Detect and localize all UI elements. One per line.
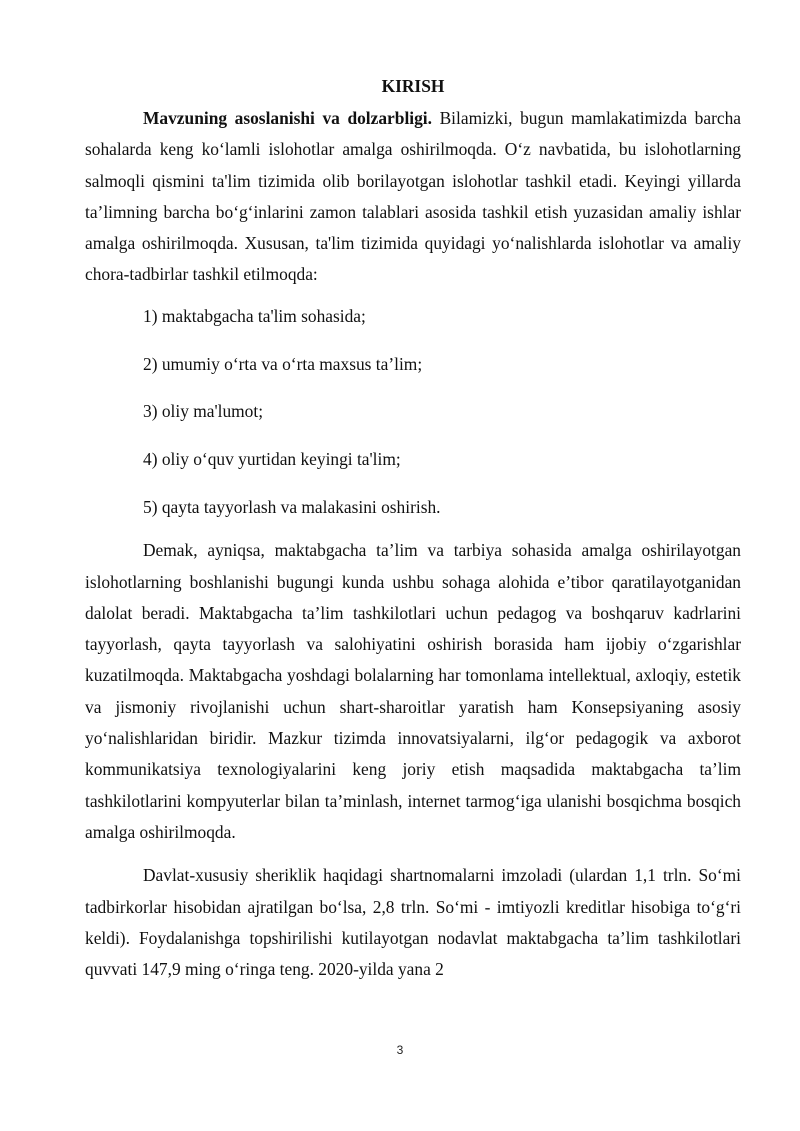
list-item: 3) oliy ma'lumot; — [143, 401, 264, 422]
reform-list — [85, 301, 741, 523]
list-item: 5) qayta tayyorlash va malakasini oshirish. — [143, 496, 441, 517]
list-item: 1) maktabgacha ta'lim sohasida; — [143, 305, 366, 326]
list-item: 4) oliy oʻquv yurtidan keyingi ta'lim; — [143, 449, 401, 470]
intro-text: Bilamizki, bugun mamlakatimizda barcha sohalarda keng koʻlamli islohotlar amalga oshirilmoqda. Oʻz navbatida, bu islohotlarning salmoqli qismini ta'lim tizimida olib borilayotgan islohotlar tashkil etadi. Keyingi yillarda ta’limning barcha boʻgʻinlarini zamon talablari asosida tashkil etish yuzasidan amaliy ishlar amalga oshirilmoqda. Xususan, ta'lim tizimida quyidagi yoʻnalishlarda islohotlar va amaliy chora-tadbirlar tashkil etilmoqda: — [85, 108, 741, 285]
body-paragraph-2: Demak, ayniqsa, maktabgacha ta’lim va tarbiya sohasida amalga oshirilayotgan islohotlarning boshlanishi bugungi kunda ushbu sohaga alohida e’tibor qaratilayotganidan dalolat beradi. Maktabgacha ta’lim tashkilotlari uchun pedagog va boshqaruv kadrlarini tayyorlash, qayta tayyorlash va salohiyatini oshirish borasida ham ijobiy oʻzgarishlar kuzatilmoqda. Maktabgacha yoshdagi bolalarning har tomonlama intellektual, axloqiy, estetik va jismoniy rivojlanishi uchun shart-sharoitlar yaratish ham Konsepsiyaning asosiy yoʻnalishlaridan biridir. Mazkur tizimda innovatsiyalarni, ilgʻor pedagogik va axborot kommunikatsiya texnologiyalarini keng joriy etish maqsadida maktabgacha ta’lim tashkilotlarini kompyuterlar bilan ta’minlash, internet tarmogʻiga ulanishi bosqichma bosqich amalga oshirilmoqda. — [85, 540, 741, 842]
page-title: KIRISH — [381, 76, 445, 96]
intro-lead: Mavzuning asoslanishi va dolzarbligi. — [143, 108, 432, 128]
body-paragraph-3: Davlat-xususiy sheriklik haqidagi shartnomalarni imzoladi (ulardan 1,1 trln. Soʻmi tadbirkorlar hisobidan ajratilgan boʻlsa, 2,8 trln. Soʻmi - imtiyozli kreditlar hisobiga toʻgʻri keldi). Foydalanishga topshirilishi kutilayotgan nodavlat maktabgacha ta’lim tashkilotlari quvvati 147,9 ming oʻringa teng. 2020-yilda yana 2 — [85, 865, 741, 980]
intro-paragraph — [85, 103, 741, 291]
page-number: 3 — [396, 1043, 404, 1057]
list-item: 2) umumiy oʻrta va oʻrta maxsus ta’lim; — [143, 353, 423, 374]
document-page — [85, 72, 741, 985]
